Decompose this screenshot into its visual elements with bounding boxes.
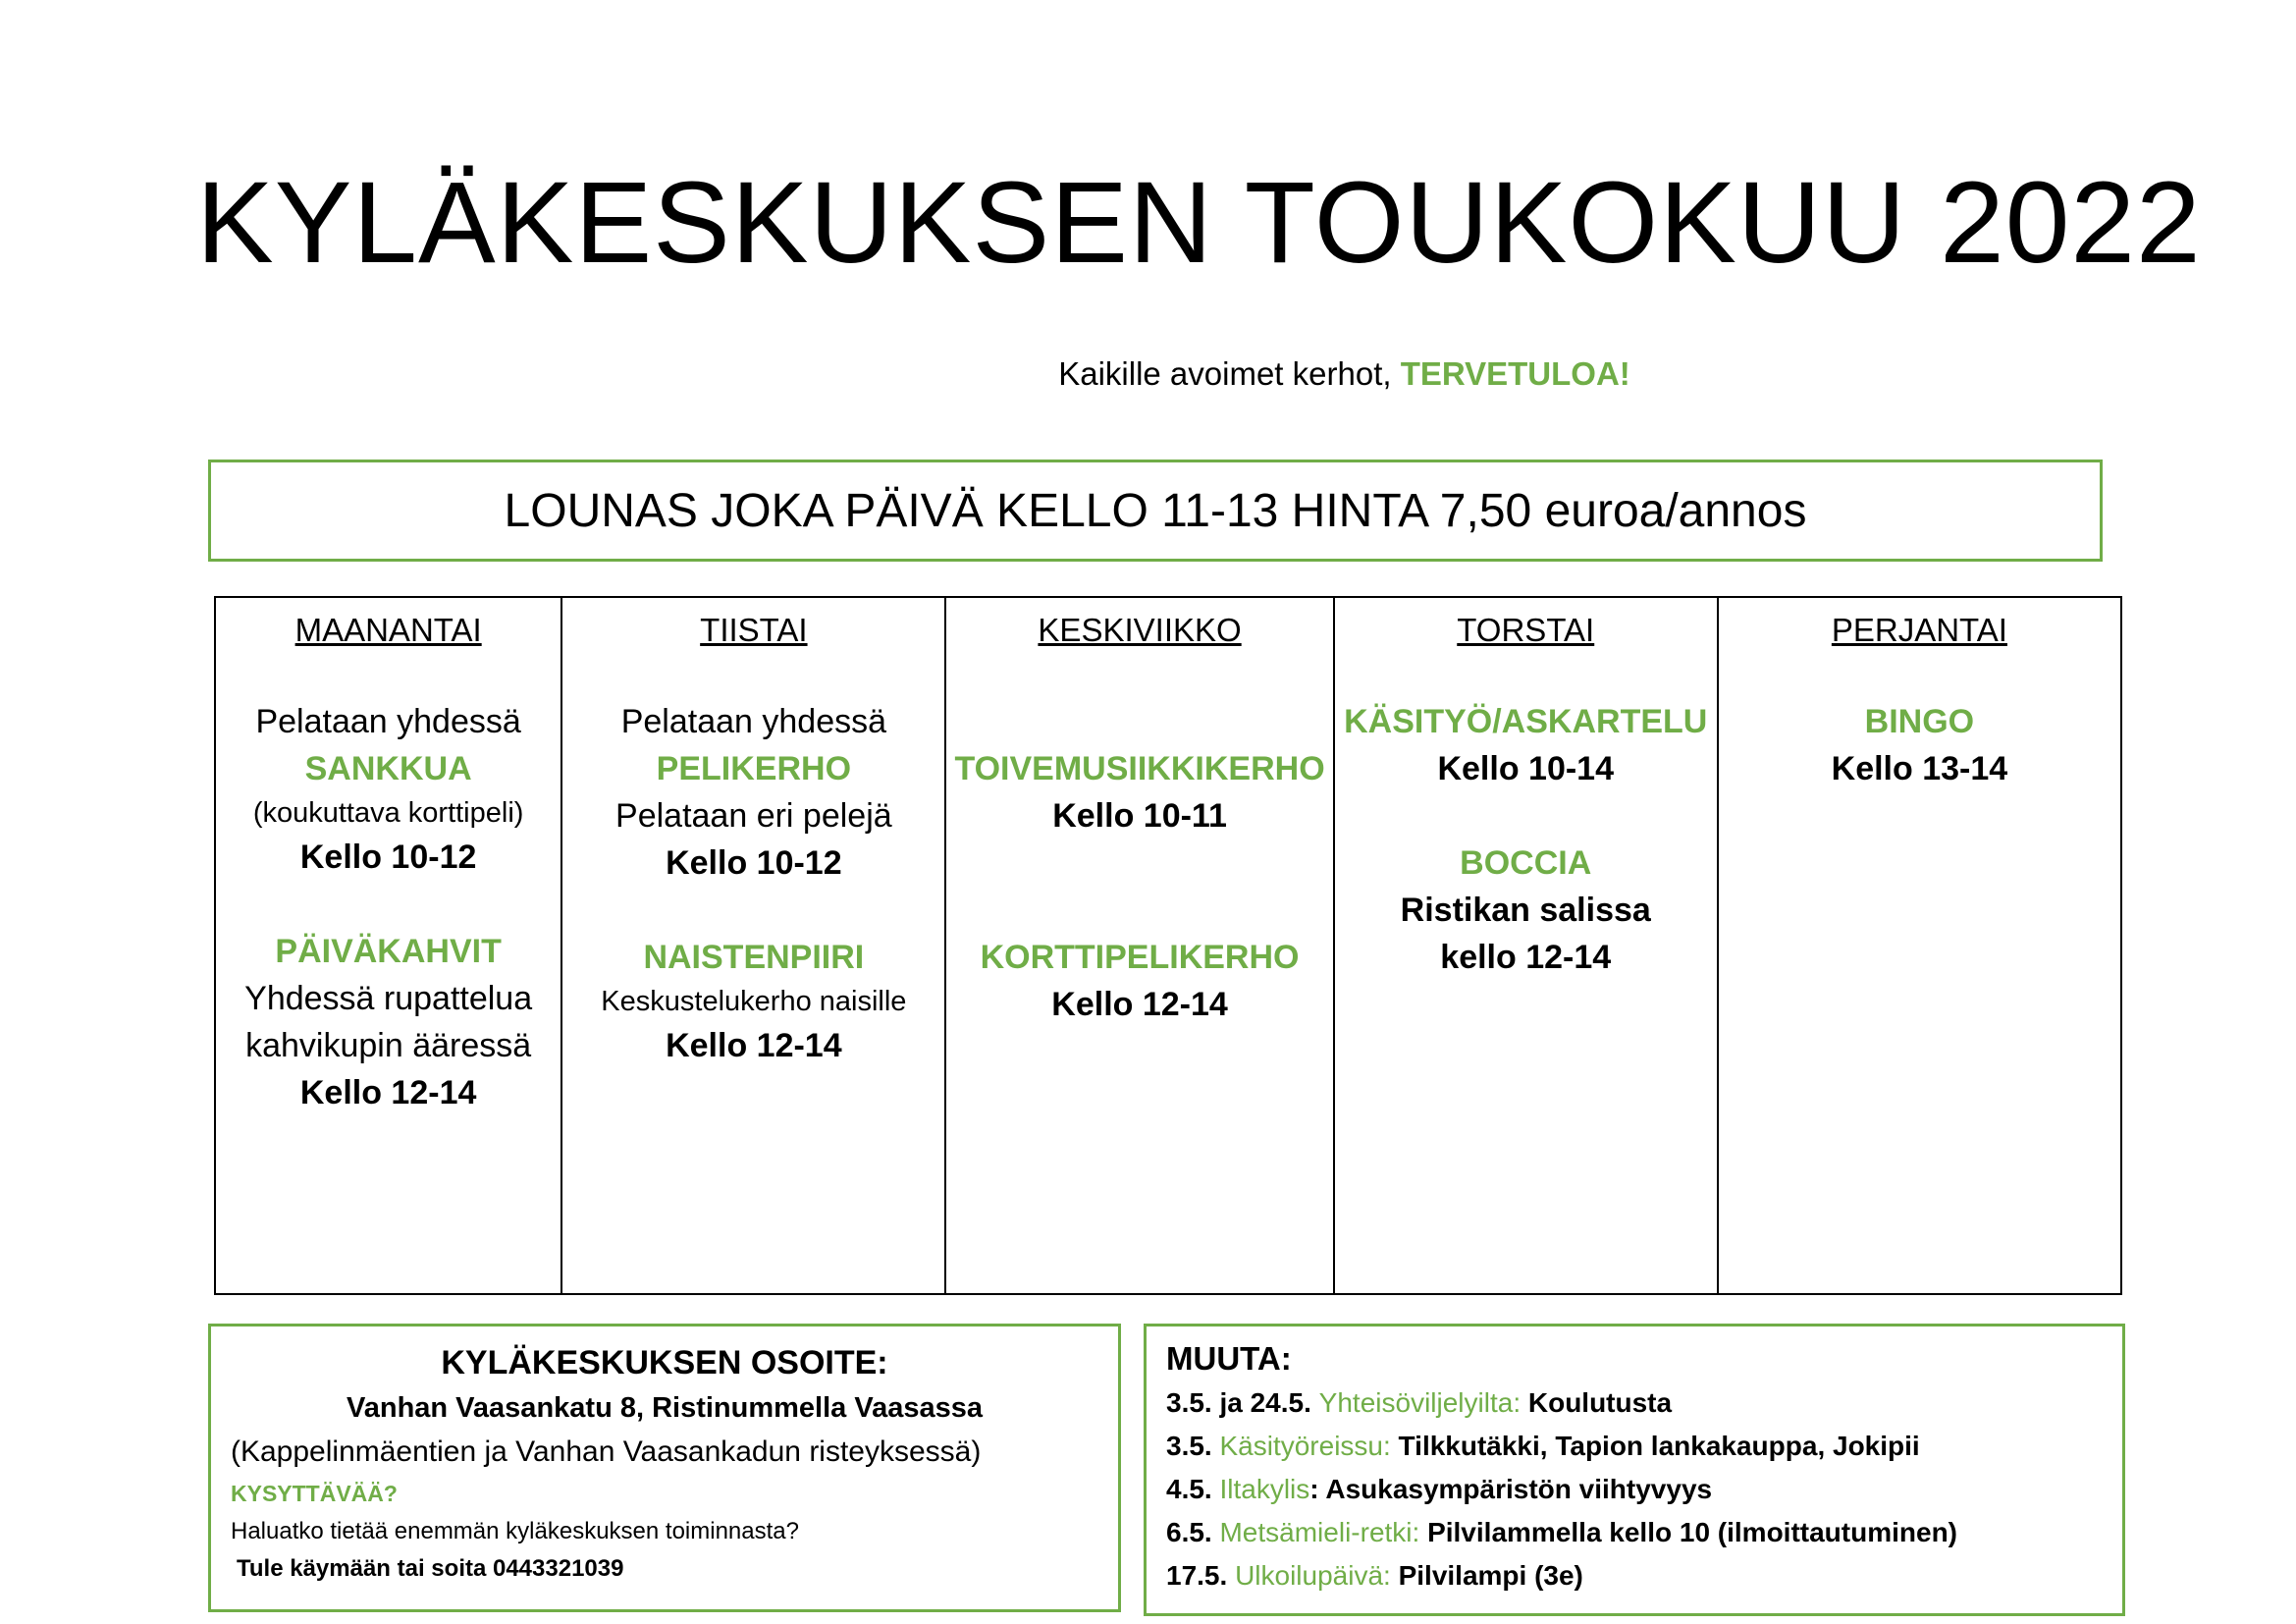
activity-time: Kello 10-11 — [1052, 797, 1227, 835]
event-description: Tilkkutäkki, Tapion lankakauppa, Jokipii — [1390, 1431, 1920, 1461]
day-name: TORSTAI — [1457, 612, 1595, 648]
activity-description: Keskustelukerho naisille — [601, 986, 907, 1017]
activity-name: PÄIVÄKAHVIT — [275, 933, 502, 970]
activity-time: Kello 12-14 — [666, 1027, 842, 1064]
day-column-monday — [216, 598, 562, 1293]
spacer — [946, 839, 1332, 887]
spacer — [562, 887, 944, 934]
activity-time: Ristikan salissa — [1400, 892, 1651, 929]
activity-time: Kello 13-14 — [1831, 750, 2008, 787]
events-list — [1166, 1381, 2103, 1597]
event-description: Pilvilampi (3e) — [1390, 1560, 1583, 1591]
day-name: MAANANTAI — [294, 612, 482, 648]
activity-description: Pelataan yhdessä — [620, 703, 887, 740]
event-name: Metsämieli-retki: — [1219, 1517, 1420, 1547]
activity-name: KÄSITYÖ/ASKARTELU — [1344, 703, 1708, 740]
event-name: Yhteisöviljelyilta: — [1318, 1387, 1522, 1418]
activity-name: BINGO — [1864, 703, 1975, 740]
event-item — [1166, 1554, 2103, 1597]
event-name: Ulkoilupäivä: — [1235, 1560, 1391, 1591]
event-date: 4.5. — [1166, 1474, 1220, 1504]
activity-description: (koukuttava korttipeli) — [252, 797, 524, 829]
weekly-schedule-table — [214, 596, 2122, 1295]
activity-time: Kello 10-12 — [666, 844, 842, 882]
activity-name: TOIVEMUSIIKKIKERHO — [954, 750, 1325, 787]
spacer — [216, 881, 561, 928]
activity-description: Pelataan eri pelejä — [615, 797, 892, 835]
day-name: TIISTAI — [700, 612, 808, 648]
activity-name: KORTTIPELIKERHO — [980, 939, 1300, 976]
activity-time: kello 12-14 — [1440, 939, 1612, 976]
day-column-friday — [1719, 598, 2120, 1293]
event-item — [1166, 1511, 2103, 1554]
event-date: 3.5. ja 24.5. — [1166, 1387, 1319, 1418]
subtitle-highlight: TERVETULOA! — [1400, 355, 1630, 392]
day-column-wednesday — [946, 598, 1334, 1293]
event-date: 3.5. — [1166, 1431, 1220, 1461]
event-date: 17.5. — [1166, 1560, 1236, 1591]
event-item — [1166, 1425, 2103, 1468]
activity-time: Kello 12-14 — [1051, 986, 1228, 1023]
activity-name: NAISTENPIIRI — [643, 939, 865, 976]
subtitle-text: Kaikille avoimet kerhot, — [1058, 355, 1401, 392]
event-name: Käsityöreissu: — [1219, 1431, 1391, 1461]
activity-name: SANKKUA — [304, 750, 472, 787]
day-column-tuesday — [562, 598, 946, 1293]
day-name: KESKIVIIKKO — [1038, 612, 1242, 648]
activity-time: Kello 12-14 — [299, 1074, 477, 1111]
info-text: Haluatko tietää enemmän kyläkeskuksen toiminnasta? — [231, 1518, 799, 1544]
spacer — [946, 698, 1332, 745]
day-column-thursday — [1335, 598, 1719, 1293]
page-title: KYLÄKESKUKSEN TOUKOKUU 2022 — [196, 158, 2202, 288]
event-description: Pilvilammella kello 10 (ilmoittautuminen) — [1419, 1517, 1957, 1547]
lunch-text: LOUNAS JOKA PÄIVÄ KELLO 11-13 HINTA 7,50 euroa/annos — [504, 484, 1807, 537]
event-item — [1166, 1468, 2103, 1511]
other-title: MUUTA: — [1166, 1340, 1292, 1377]
activity-time: Kello 10-14 — [1437, 750, 1614, 787]
address-note: (Kappelinmäentien ja Vanhan Vaasankadun risteyksessä) — [231, 1435, 982, 1468]
other-events-box — [1144, 1324, 2125, 1616]
address-street: Vanhan Vaasankatu 8, Ristinummella Vaasassa — [346, 1392, 983, 1424]
activity-description: Yhdessä rupattelua — [244, 980, 533, 1017]
subtitle — [0, 355, 2296, 393]
event-description: Koulutusta — [1521, 1387, 1673, 1418]
day-name: PERJANTAI — [1831, 612, 2007, 648]
activity-name: BOCCIA — [1460, 844, 1592, 882]
address-title: KYLÄKESKUKSEN OSOITE: — [441, 1344, 888, 1381]
lunch-banner — [208, 460, 2103, 562]
activity-description: kahvikupin ääressä — [245, 1027, 532, 1064]
activity-time: Kello 10-12 — [299, 839, 477, 876]
address-box — [208, 1324, 1121, 1612]
spacer — [946, 887, 1332, 934]
questions-heading: KYSYTTÄVÄÄ? — [231, 1481, 398, 1506]
event-description: : Asukasympäristön viihtyvyys — [1309, 1474, 1713, 1504]
event-item — [1166, 1381, 2103, 1425]
event-name: Iltakylis — [1219, 1474, 1310, 1504]
contact-phone: Tule käymään tai soita 0443321039 — [237, 1555, 624, 1582]
spacer — [1335, 792, 1717, 839]
activity-name: PELIKERHO — [656, 750, 852, 787]
activity-description: Pelataan yhdessä — [255, 703, 521, 740]
event-date: 6.5. — [1166, 1517, 1220, 1547]
